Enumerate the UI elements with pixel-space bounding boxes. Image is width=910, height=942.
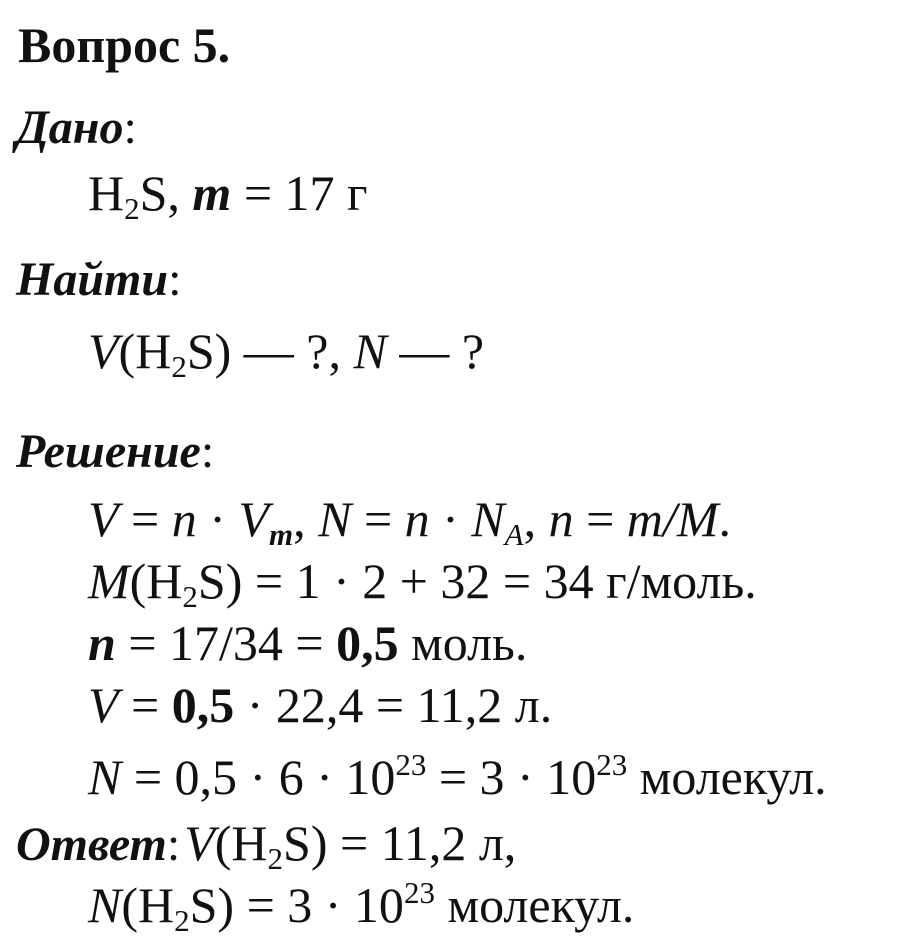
sym-m: m xyxy=(626,491,663,547)
section-find-heading xyxy=(16,253,182,306)
moles-value: 0,5 xyxy=(336,615,399,671)
value: 0,5 xyxy=(171,677,235,733)
sym-Vm: V xyxy=(238,491,269,547)
given-mass-value: = 17 г xyxy=(231,165,368,221)
sym-n: n xyxy=(404,491,430,547)
solution-line-4 xyxy=(88,677,553,733)
section-solution-heading xyxy=(16,425,215,478)
given-h: H xyxy=(88,165,125,221)
fraction: = 17/34 = xyxy=(115,615,337,671)
solution-line-3 xyxy=(88,615,528,671)
count-expression: = 0,5 · 6 · 10 xyxy=(121,749,396,805)
exponent: 23 xyxy=(596,746,628,782)
section-given-heading xyxy=(16,101,137,154)
sub-2: 2 xyxy=(182,578,198,614)
sub-2: 2 xyxy=(267,840,284,876)
period: . xyxy=(718,491,731,547)
sym-N: N xyxy=(88,877,122,933)
answer-label: Ответ xyxy=(16,818,167,871)
sym-V: V xyxy=(184,815,215,871)
sym-N: N xyxy=(88,749,122,805)
sym-V: V xyxy=(88,491,119,547)
page-title: Вопрос 5. xyxy=(18,17,231,73)
find-label: Найти xyxy=(16,253,169,306)
find-open: (H xyxy=(118,323,172,379)
unit: молекул. xyxy=(434,877,635,933)
find-colon: : xyxy=(168,253,182,306)
unit: моль. xyxy=(398,615,528,671)
open: (H xyxy=(129,553,183,609)
solution-line-5 xyxy=(88,746,827,805)
sym-n: n xyxy=(171,491,197,547)
find-sub: 2 xyxy=(171,348,187,384)
find-N-symbol: N xyxy=(353,323,387,379)
eq: = xyxy=(118,491,172,547)
comma: , xyxy=(293,491,319,547)
sub-A: A xyxy=(504,516,524,552)
exponent: 23 xyxy=(403,874,435,910)
find-question: — ? xyxy=(386,323,485,379)
solution-line-2 xyxy=(88,553,757,614)
answer-volume: S) = 11,2 л, xyxy=(283,815,517,871)
given-colon: : xyxy=(123,101,137,154)
sym-NA: N xyxy=(471,491,505,547)
slash: / xyxy=(662,491,677,547)
sym-M: M xyxy=(88,553,130,609)
section-answer-line-2 xyxy=(88,874,635,938)
eq: = xyxy=(573,491,627,547)
given-m-symbol: m xyxy=(192,165,232,221)
sym-n: n xyxy=(548,491,574,547)
sym-M: M xyxy=(676,491,719,547)
sym-N: N xyxy=(318,491,352,547)
result: = 3 · 10 xyxy=(426,749,597,805)
given-line xyxy=(88,165,368,226)
unit: л. xyxy=(502,677,553,733)
comma: , xyxy=(523,491,549,547)
given-sub: 2 xyxy=(124,190,140,226)
open: (H xyxy=(121,877,175,933)
unit: молекул. xyxy=(627,749,827,805)
find-close: S) — ?, xyxy=(186,323,341,379)
given-s: S, xyxy=(139,165,180,221)
eq: = xyxy=(118,677,172,733)
solution-label: Решение xyxy=(16,425,201,478)
solution-line-1 xyxy=(88,491,731,552)
answer-colon: : xyxy=(166,818,181,871)
solution-colon: : xyxy=(200,425,215,478)
section-answer-line-1 xyxy=(16,815,517,876)
sub-2: 2 xyxy=(174,902,190,938)
sym-V: V xyxy=(88,677,119,733)
find-line xyxy=(88,323,485,384)
answer-count: S) = 3 · 10 xyxy=(189,877,404,933)
find-V-symbol: V xyxy=(88,323,119,379)
exponent: 23 xyxy=(395,746,427,782)
dot: · xyxy=(196,491,239,547)
volume-expression: · 22,4 = 11,2 xyxy=(234,677,503,733)
given-label: Дано xyxy=(16,101,124,154)
eq: = xyxy=(351,491,405,547)
sub-m: m xyxy=(268,516,294,552)
sym-n: n xyxy=(88,615,116,671)
open: (H xyxy=(214,815,268,871)
molar-mass-expression: S) = 1 · 2 + 32 = 34 г/моль. xyxy=(197,553,757,609)
dot: · xyxy=(429,491,472,547)
